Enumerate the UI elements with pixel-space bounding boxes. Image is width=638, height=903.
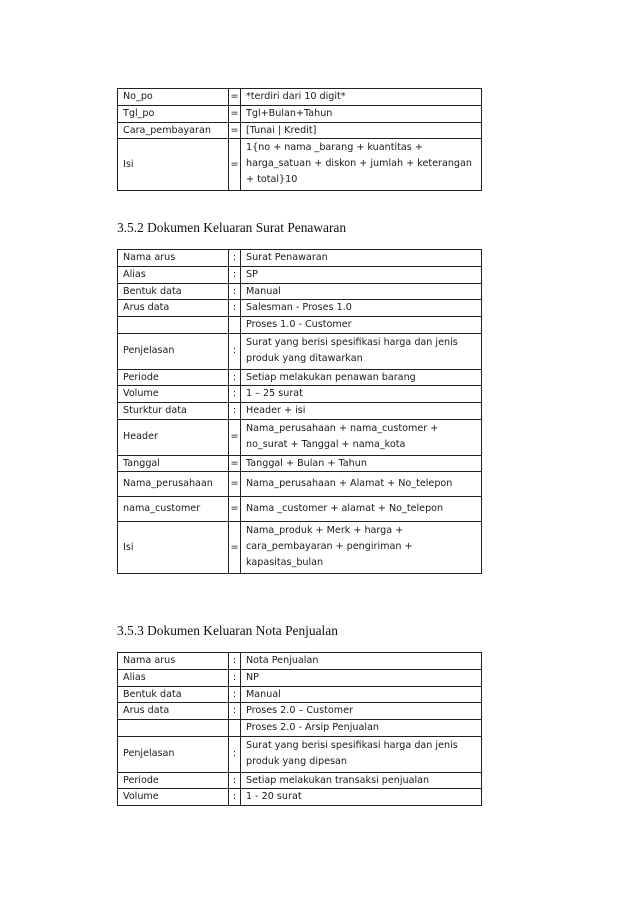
field-value: Nama_perusahaan + nama_customer + no_surat + Tanggal + nama_kota	[241, 419, 482, 455]
field-name: Alias	[118, 669, 229, 686]
field-separator	[229, 720, 241, 737]
field-value: Surat Penawaran	[241, 250, 482, 267]
field-value: *terdiri dari 10 digit*	[241, 89, 482, 106]
field-value: Manual	[241, 283, 482, 300]
field-separator: :	[229, 703, 241, 720]
field-separator: =	[229, 497, 241, 522]
surat-penawaran-table	[117, 249, 482, 574]
field-separator: =	[229, 419, 241, 455]
field-name: Tgl_po	[118, 105, 229, 122]
field-name: Arus data	[118, 300, 229, 317]
field-name: Header	[118, 419, 229, 455]
table-row	[118, 266, 482, 283]
field-name: Bentuk data	[118, 686, 229, 703]
field-separator: :	[229, 369, 241, 386]
field-value: [Tunai | Kredit]	[241, 122, 482, 139]
field-name	[118, 720, 229, 737]
field-value: Nama _customer + alamat + No_telepon	[241, 497, 482, 522]
nota-penjualan-table	[117, 652, 482, 806]
field-value: Salesman - Proses 1.0	[241, 300, 482, 317]
field-separator: =	[229, 89, 241, 106]
field-value: Header + isi	[241, 403, 482, 420]
field-value: Setiap melakukan transaksi penjualan	[241, 772, 482, 789]
field-separator: :	[229, 283, 241, 300]
field-value: Manual	[241, 686, 482, 703]
table-row	[118, 669, 482, 686]
field-separator: :	[229, 789, 241, 806]
field-name: nama_customer	[118, 497, 229, 522]
table-row	[118, 455, 482, 472]
field-name: Volume	[118, 789, 229, 806]
field-value: SP	[241, 266, 482, 283]
field-name	[118, 317, 229, 334]
field-value: Nota Penjualan	[241, 653, 482, 670]
field-name: Cara_pembayaran	[118, 122, 229, 139]
table-row	[118, 772, 482, 789]
table-row	[118, 686, 482, 703]
table-row	[118, 250, 482, 267]
table-row	[118, 653, 482, 670]
field-name: Alias	[118, 266, 229, 283]
table-row	[118, 419, 482, 455]
table-row	[118, 497, 482, 522]
field-separator: :	[229, 300, 241, 317]
field-value: Tanggal + Bulan + Tahun	[241, 455, 482, 472]
field-separator: :	[229, 386, 241, 403]
table-row	[118, 403, 482, 420]
field-value: 1 - 20 surat	[241, 789, 482, 806]
field-value: 1 – 25 surat	[241, 386, 482, 403]
table-row	[118, 369, 482, 386]
field-value: Nama_produk + Merk + harga + cara_pembayaran + pengiriman + kapasitas_bulan	[241, 522, 482, 573]
field-separator: :	[229, 669, 241, 686]
po-dictionary-table	[117, 88, 482, 191]
field-separator: =	[229, 122, 241, 139]
field-separator: =	[229, 105, 241, 122]
field-separator: :	[229, 266, 241, 283]
table-row	[118, 317, 482, 334]
field-name: Bentuk data	[118, 283, 229, 300]
field-value: Proses 2.0 – Customer	[241, 703, 482, 720]
field-name: Tanggal	[118, 455, 229, 472]
field-name: Arus data	[118, 703, 229, 720]
field-name: Nama arus	[118, 653, 229, 670]
field-name: Penjelasan	[118, 736, 229, 772]
field-name: Sturktur data	[118, 403, 229, 420]
field-separator: =	[229, 455, 241, 472]
section-heading: 3.5.2 Dokumen Keluaran Surat Penawaran	[117, 220, 347, 235]
table-row	[118, 283, 482, 300]
field-value: 1{no + nama _barang + kuantitas + harga_satuan + diskon + jumlah + keterangan + total}10	[241, 139, 482, 190]
field-value: Nama_perusahaan + Alamat + No_telepon	[241, 472, 482, 497]
table-row	[118, 122, 482, 139]
table-row	[118, 300, 482, 317]
field-separator: =	[229, 522, 241, 573]
table-row	[118, 386, 482, 403]
field-separator: :	[229, 333, 241, 369]
field-value: Surat yang berisi spesifikasi harga dan jenis produk yang ditawarkan	[241, 333, 482, 369]
field-separator: :	[229, 772, 241, 789]
field-name: Nama_perusahaan	[118, 472, 229, 497]
table-row	[118, 736, 482, 772]
table-row	[118, 139, 482, 190]
table-row	[118, 720, 482, 737]
field-value: Surat yang berisi spesifikasi harga dan jenis produk yang dipesan	[241, 736, 482, 772]
field-value: Setiap melakukan penawan barang	[241, 369, 482, 386]
field-separator: :	[229, 250, 241, 267]
field-separator	[229, 317, 241, 334]
field-name: Penjelasan	[118, 333, 229, 369]
field-separator: =	[229, 472, 241, 497]
field-value: Proses 2.0 - Arsip Penjualan	[241, 720, 482, 737]
table-row	[118, 89, 482, 106]
field-name: Nama arus	[118, 250, 229, 267]
field-value: Tgl+Bulan+Tahun	[241, 105, 482, 122]
field-name: No_po	[118, 89, 229, 106]
table-row	[118, 522, 482, 573]
field-name: Periode	[118, 772, 229, 789]
table-row	[118, 333, 482, 369]
field-name: Volume	[118, 386, 229, 403]
field-name: Periode	[118, 369, 229, 386]
section-heading: 3.5.3 Dokumen Keluaran Nota Penjualan	[117, 623, 338, 638]
field-name: Isi	[118, 522, 229, 573]
table-row	[118, 703, 482, 720]
field-separator: :	[229, 653, 241, 670]
field-separator: :	[229, 736, 241, 772]
table-row	[118, 789, 482, 806]
field-value: Proses 1.0 - Customer	[241, 317, 482, 334]
field-separator: :	[229, 403, 241, 420]
field-value: NP	[241, 669, 482, 686]
field-name: Isi	[118, 139, 229, 190]
table-row	[118, 105, 482, 122]
field-separator: :	[229, 686, 241, 703]
table-row	[118, 472, 482, 497]
field-separator: =	[229, 139, 241, 190]
